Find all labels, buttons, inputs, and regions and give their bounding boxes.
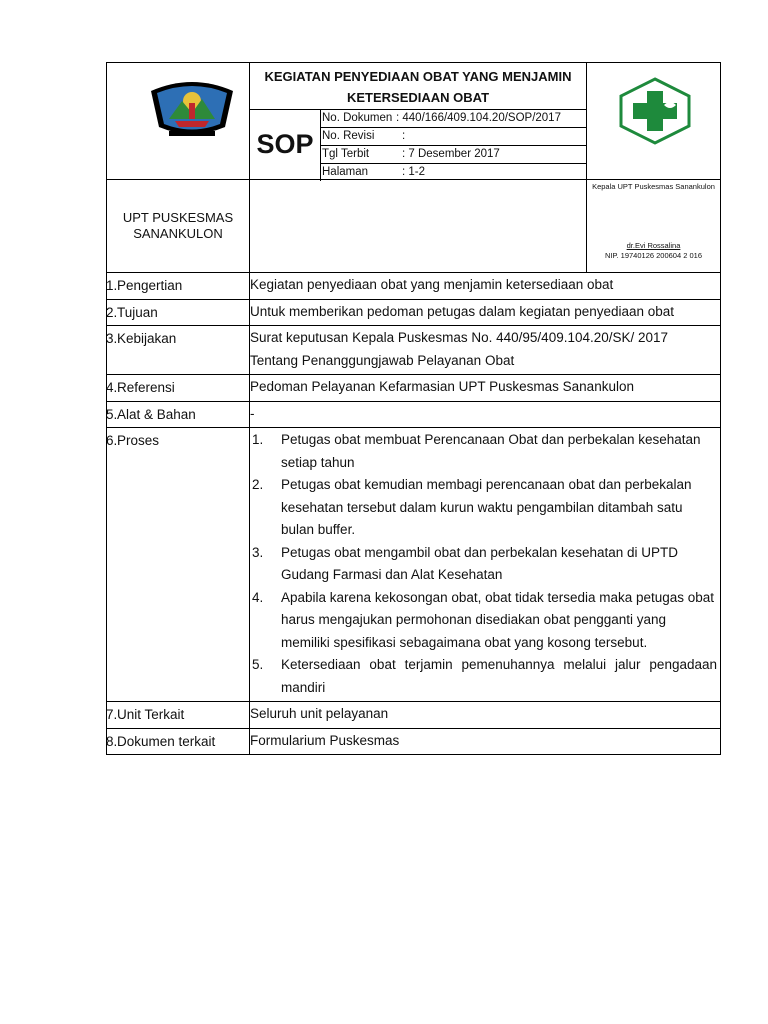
row-label-text: Tujuan — [117, 304, 158, 320]
row-label-text: Pengertian — [117, 278, 183, 293]
document-meta — [320, 110, 586, 179]
meta-value: : 1-2 — [402, 166, 426, 178]
row-number: 8. — [106, 733, 118, 749]
row-value: Formularium Puskesmas — [250, 728, 721, 755]
row-number: 6. — [106, 433, 118, 448]
row-kebijakan — [107, 326, 721, 375]
row-value: Seluruh unit pelayanan — [250, 702, 721, 729]
regency-seal-icon — [147, 79, 237, 145]
meta-key: Tgl Terbit — [322, 148, 370, 160]
step-number: 5. — [252, 657, 264, 672]
step-number: 1. — [252, 432, 264, 447]
row-number: 1. — [106, 278, 118, 293]
meta-value: : 440/166/409.104.20/SOP/2017 — [396, 112, 561, 124]
row-dokumen-terkait — [107, 728, 721, 755]
step-text: Apabila karena kekosongan obat, obat tidak tersedia maka petugas obat harus mengajukan permohonan disediakan obat pengganti yang memiliki spesifikasi sebagaimana obat yang kosong tersebut. — [281, 589, 715, 650]
meta-row-document-number — [320, 110, 586, 128]
unit-name: UPT PUSKESMAS SANANKULON — [122, 210, 234, 241]
row-label — [107, 401, 250, 428]
row-referensi — [107, 375, 721, 402]
row-number: 5. — [106, 406, 118, 422]
step-text: Petugas obat membuat Perencanaan Obat dan perbekalan kesehatan setiap tahun — [281, 432, 701, 470]
title-cell — [250, 63, 587, 180]
step-text: Petugas obat kemudian membagi perencanaan obat dan perbekalan kesehatan tersebut dalam kurun waktu pengambilan ditambah satu bulan buffer. — [281, 477, 692, 537]
meta-value: : 7 Desember 2017 — [402, 148, 500, 160]
row-label — [107, 326, 250, 375]
signer-title: Kepala UPT Puskesmas Sanankulon — [592, 182, 715, 191]
row-label-text: Dokumen terkait — [117, 733, 216, 749]
row-unit-terkait — [107, 702, 721, 729]
sop-document — [106, 62, 720, 755]
row-label — [107, 428, 250, 702]
document-title: KEGIATAN PENYEDIAAN OBAT YANG MENJAMIN KETERSEDIAAN OBAT — [250, 63, 586, 110]
step-text: Ketersediaan obat terjamin pemenuhannya melalui jalur pengadaan mandiri — [281, 657, 717, 695]
row-value: Untuk memberikan pedoman petugas dalam kegiatan penyediaan obat — [250, 299, 721, 326]
meta-key: Halaman — [322, 166, 369, 178]
unit-cell — [107, 180, 250, 273]
meta-value: : — [402, 130, 406, 142]
row-label — [107, 728, 250, 755]
process-step — [250, 587, 718, 655]
signature-cell — [587, 180, 721, 273]
unit-row — [107, 180, 721, 273]
process-step — [250, 654, 718, 699]
row-value: - — [250, 401, 721, 428]
row-number: 3. — [106, 331, 118, 346]
process-step — [250, 542, 718, 587]
meta-row-revision — [320, 128, 586, 146]
step-text: Petugas obat mengambil obat dan perbekalan kesehatan di UPTD Gudang Farmasi dan Alat Kesehatan — [281, 544, 679, 582]
row-value: Kegiatan penyediaan obat yang menjamin ketersediaan obat — [250, 273, 721, 300]
process-step — [250, 474, 718, 542]
row-value: Surat keputusan Kepala Puskesmas No. 440/95/409.104.20/SK/ 2017 Tentang Penanggungjawab Pelayanan Obat — [250, 326, 721, 375]
signer-nip: NIP. 19740126 200604 2 016 — [604, 251, 703, 260]
row-label-text: Proses — [117, 433, 160, 448]
row-label — [107, 273, 250, 300]
process-steps-cell — [250, 428, 721, 702]
regency-logo-cell — [107, 63, 250, 180]
step-number: 2. — [252, 477, 264, 492]
health-cross-icon — [618, 77, 692, 145]
sop-label: SOP — [256, 129, 314, 159]
row-number: 4. — [106, 380, 118, 395]
signer-name: dr.Evi Rossalina — [626, 241, 681, 250]
row-pengertian — [107, 273, 721, 300]
row-label-text: Referensi — [117, 380, 175, 395]
row-label — [107, 702, 250, 729]
health-logo-cell — [587, 63, 721, 180]
sop-table — [106, 62, 721, 755]
step-number: 4. — [252, 589, 264, 605]
meta-key: No. Revisi — [322, 130, 375, 142]
header-row — [107, 63, 721, 180]
process-step — [250, 429, 718, 474]
step-number: 3. — [252, 544, 264, 560]
meta-row-page — [320, 164, 586, 181]
row-label — [107, 375, 250, 402]
process-steps — [250, 429, 718, 699]
row-tujuan — [107, 299, 721, 326]
row-label-text: Unit Terkait — [117, 707, 185, 722]
blank-cell — [250, 180, 587, 273]
row-number: 7. — [106, 707, 118, 722]
row-label — [107, 299, 250, 326]
meta-key: No. Dokumen — [322, 112, 393, 124]
row-value: Pedoman Pelayanan Kefarmasian UPT Puskesmas Sanankulon — [250, 375, 721, 402]
row-proses — [107, 428, 721, 702]
meta-row-issue-date — [320, 146, 586, 164]
row-label-text: Kebijakan — [117, 331, 177, 346]
row-number: 2. — [106, 304, 118, 320]
row-label-text: Alat & Bahan — [117, 406, 196, 422]
row-alat-bahan — [107, 401, 721, 428]
